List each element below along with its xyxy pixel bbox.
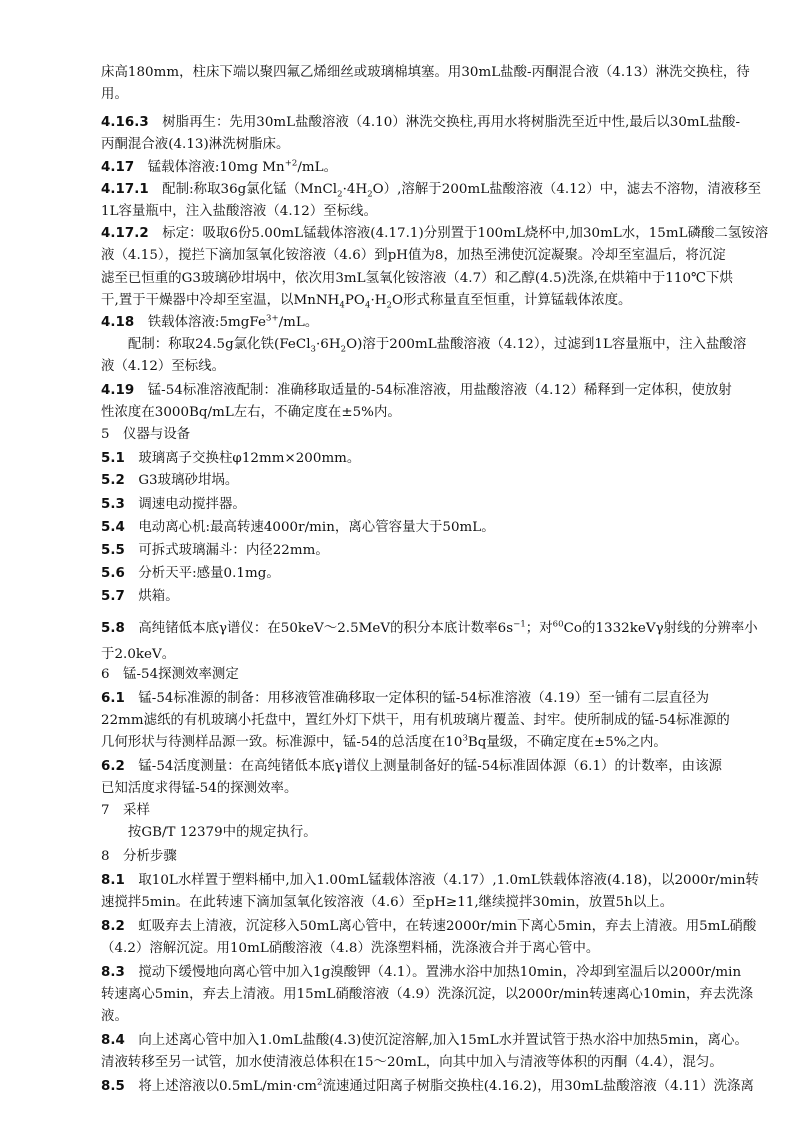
text-line-10: 滤至已恒重的G3玻璃砂坩埚中，依次用3mL氢氧化铵溶液（4.7）和乙醇(4.5)洗涤,在烘箱中于110℃下烘 xyxy=(101,271,733,286)
text-line-22: 5.5 可拆式玻璃漏斗：内径22mm。 xyxy=(101,543,329,558)
text-line-35: 8 分析步骤 xyxy=(101,849,177,864)
text-line-12: 4.18 铁载体溶液:5mgFe$^{3+}$/mL。 xyxy=(101,313,319,330)
text-line-43: 8.4 向上述离心管中加入1.0mL盐酸(4.3)使沉淀溶解,加入15mL水并置试管于热水浴中加热5min，离心。 xyxy=(101,1033,748,1048)
text-line-24: 5.7 烘箱。 xyxy=(101,589,179,604)
text-line-36: 8.1 取10L水样置于塑料桶中,加入1.00mL锰载体溶液（4.17）,1.0mL铁载体溶液(4.18)，以2000r/min转 xyxy=(101,873,759,888)
text-line-8: 4.17.2 标定：吸取6份5.00mL锰载体溶液(4.17.1)分别置于100mL烧杯中,加30mL水，15mL磷酸二氢铵溶 xyxy=(101,226,769,241)
text-line-34: 按GB/T 12379中的规定执行。 xyxy=(101,825,317,840)
text-line-44: 清液转移至另一试管，加水使清液总体积在15～20mL，向其中加入与清液等体积的丙酮（4.4），混匀。 xyxy=(101,1055,723,1070)
text-line-3: 4.16.3 树脂再生：先用30mL盐酸溶液（4.10）淋洗交换柱,再用水将树脂洗至近中性,最后以30mL盐酸- xyxy=(101,115,741,130)
text-line-37: 速搅拌5min。在此转速下滴加氢氧化铵溶液（4.6）至pH≥11,继续搅拌30min，放置5h以上。 xyxy=(101,895,674,910)
text-line-28: 6.1 锰-54标准源的制备：用移液管准确移取一定体积的锰-54标准溶液（4.19）至一铺有二层直径为 xyxy=(101,691,710,706)
text-line-31: 6.2 锰-54活度测量：在高纯锗低本底γ谱仪上测量制备好的锰-54标准固体源（6.1）的计数率，由该源 xyxy=(101,759,722,774)
text-line-38: 8.2 虹吸弃去上清液，沉淀移入50mL离心管中，在转速2000r/min下离心5min，弃去上清液。用5mL硝酸 xyxy=(101,919,757,934)
text-line-19: 5.2 G3玻璃砂坩埚。 xyxy=(101,473,239,488)
text-line-14: 液（4.12）至标线。 xyxy=(101,359,226,374)
text-line-33: 7 采样 xyxy=(101,803,150,818)
text-line-5: 4.17 锰载体溶液:10mg $Mn^{+2}/mL$。 xyxy=(101,158,338,175)
text-line-41: 转速离心5min，弃去上清液。用15mL硝酸溶液（4.9）洗涤沉淀，以2000r/min转速离心10min，弃去洗涤 xyxy=(101,987,754,1002)
text-line-29: 22mm滤纸的有机玻璃小托盘中，置红外灯下烘干，用有机玻璃片覆盖、封牢。使所制成的锰-54标准源的 xyxy=(101,713,730,728)
text-line-21: 5.4 电动离心机:最高转速4000r/min，离心管容量大于50mL。 xyxy=(101,520,495,535)
text-line-42: 液。 xyxy=(101,1009,128,1024)
text-line-27: 6 锰-54探测效率测定 xyxy=(101,667,239,682)
text-line-40: 8.3 搅动下缓慢地向离心管中加入1g溴酸钾（4.1）。置沸水浴中加热10min，冷却到室温后以2000r/min xyxy=(101,965,742,980)
text-line-26: 于2.0keV。 xyxy=(101,647,176,662)
text-line-6: 4.17.1 配制:称取36g氯化锰$(MnCl_2\cdot 4H_2O)$,溶解于200mL盐酸溶液（4.12）中，滤去不溶物，清液移至 xyxy=(101,182,762,200)
text-line-32: 已知活度求得锰-54的探测效率。 xyxy=(101,781,298,796)
text-line-23: 5.6 分析天平:感量0.1mg。 xyxy=(101,566,280,581)
text-line-39: （4.2）溶解沉淀。用10mL硝酸溶液（4.8）洗涤塑料桶，洗涤液合并于离心管中。 xyxy=(101,941,600,956)
text-line-7: 1L容量瓶中，注入盐酸溶液（4.12）至标线。 xyxy=(101,204,378,219)
text-line-15: 4.19 锰-54标准溶液配制：准确移取适量的-54标准溶液，用盐酸溶液（4.12）稀释到一定体积，使放射 xyxy=(101,383,732,398)
text-line-20: 5.3 调速电动搅拌器。 xyxy=(101,497,246,512)
text-line-16: 性浓度在3000Bq/mL左右，不确定度在±5%内。 xyxy=(101,405,401,420)
text-line-11: 干,置于干燥器中冷却至室温，以$MnNH_4PO_4\cdot H_2O$形式称量直至恒重，计算锰载体浓度。 xyxy=(101,293,632,311)
text-line-18: 5.1 玻璃离子交换柱φ12mm×200mm。 xyxy=(101,451,361,466)
text-line-13: 配制：称取24.5g氯化铁$(FeCl_3\cdot 6H_2O)$溶于200mL盐酸溶液（4.12），过滤到1L容量瓶中，注入盐酸溶 xyxy=(101,337,747,355)
text-line-9: 液（4.15），搅拦下滴加氢氧化铵溶液（4.6）到pH值为8，加热至沸使沉淀凝聚。冷却至室温后，将沉淀 xyxy=(101,248,726,263)
text-line-45: 8.5 将上述溶液以$0.5mL/\min\cdot cm^2$流速通过阳离子树脂交换柱(4.16.2)，用30mL盐酸溶液（4.11）洗涤离 xyxy=(101,1077,754,1094)
text-line-17: 5 仪器与设备 xyxy=(101,427,191,442)
text-line-25: 5.8 高纯锗低本底γ谱仪：在50keV～2.5MeV的积分本底计数率$6s^{-1}$；对$^{60}$Co的1332keVγ射线的分辨率小 xyxy=(101,619,758,636)
text-line-1: 床高180mm，柱床下端以聚四氟乙烯细丝或玻璃棉填塞。用30mL盐酸-丙酮混合液（4.13）淋洗交换柱，待 xyxy=(101,65,750,80)
text-line-30: 几何形状与待测样品源一致。标准源中，锰-54的总活度在$10^3Bq$量级，不确定度在±5%之内。 xyxy=(101,733,667,750)
text-line-4: 丙酮混合液(4.13)淋洗树脂床。 xyxy=(101,137,290,152)
text-line-2: 用。 xyxy=(101,87,128,102)
